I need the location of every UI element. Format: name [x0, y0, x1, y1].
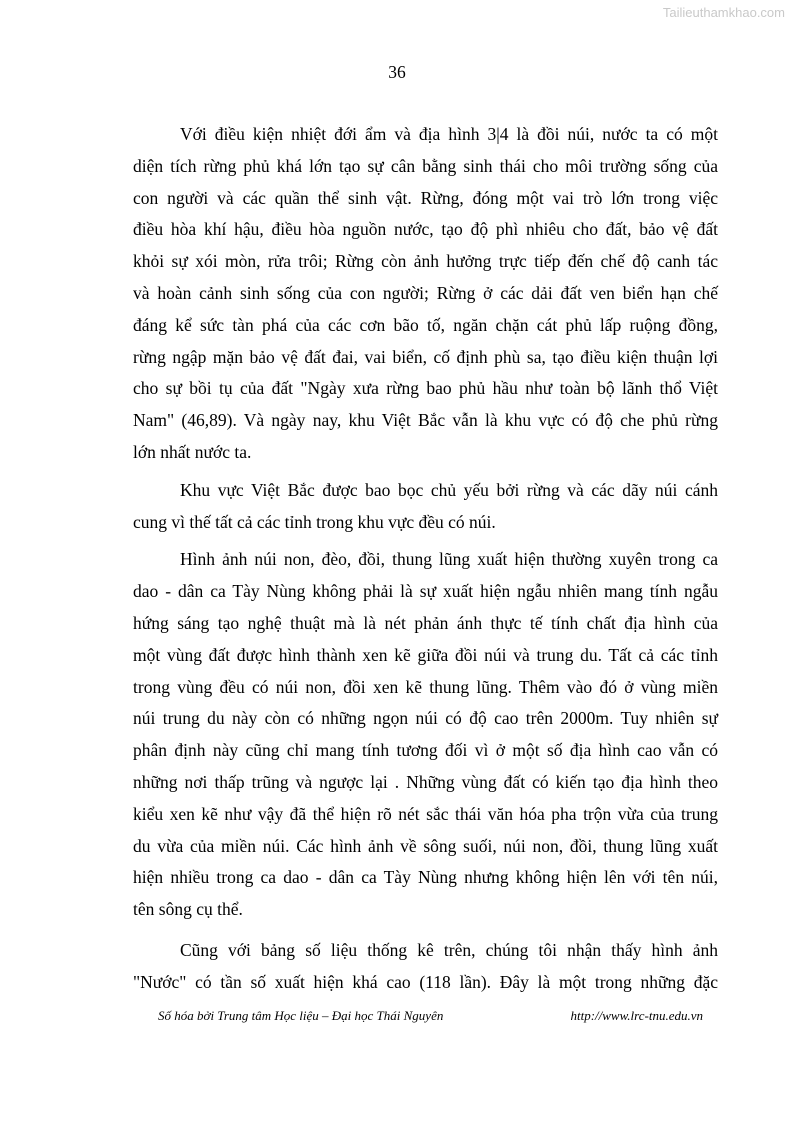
- watermark: Tailieuthamkhao.com: [662, 5, 785, 20]
- text-line: khỏi sự xói mòn, rửa trôi; Rừng còn ảnh hưởng trực tiếp đến chế độ canh tác: [133, 251, 718, 272]
- text-line: điều hòa khí hậu, điều hòa nguồn nước, tạo độ phì nhiêu cho đất, bảo vệ đất: [133, 219, 718, 240]
- text-line: dao - dân ca Tày Nùng không phải là sự xuất hiện ngẫu nhiên mang tính ngẫu: [133, 581, 718, 602]
- text-line: du vừa của miền núi. Các hình ảnh về sông suối, núi non, đồi, thung lũng xuất: [133, 835, 718, 856]
- text-line: Với điều kiện nhiệt đới ẩm và địa hình 3|4 là đồi núi, nước ta có một: [180, 124, 718, 144]
- footer-url: http://www.lrc-tnu.edu.vn: [570, 1008, 703, 1023]
- text-line: Nam" (46,89). Và ngày nay, khu Việt Bắc vẫn là khu vực có độ che phủ rừng: [133, 410, 718, 431]
- text-line: phân định này cũng chỉ mang tính tương đối vì ở một số địa hình cao vẫn có: [133, 740, 718, 761]
- text-line: cung vì thế tất cả các tỉnh trong khu vực đều có núi.: [133, 511, 496, 532]
- footer: [158, 1008, 703, 1024]
- text-line: núi trung du này còn có những ngọn núi có độ cao trên 2000m. Tuy nhiên sự: [133, 708, 718, 729]
- paragraph: [133, 119, 718, 469]
- text-line: Khu vực Việt Bắc được bao bọc chủ yếu bởi rừng và các dãy núi cánh: [180, 479, 718, 500]
- footer-source: Số hóa bởi Trung tâm Học liệu – Đại học Thái Nguyên: [158, 1008, 444, 1023]
- page-number: 36: [388, 62, 406, 82]
- paragraph: [133, 475, 718, 539]
- document-body: [133, 119, 718, 1005]
- paragraph: [133, 544, 718, 926]
- text-line: Cũng với bảng số liệu thống kê trên, chúng tôi nhận thấy hình ảnh: [180, 939, 718, 960]
- text-line: một vùng đất được hình thành xen kẽ giữa đồi núi và trung du. Tất cả các tỉnh: [133, 644, 718, 665]
- text-line: kiểu xen kẽ như vậy đã thể hiện rõ nét sắc thái văn hóa pha trộn vừa của trung: [133, 803, 718, 824]
- text-line: diện tích rừng phủ khá lớn tạo sự cân bằng sinh thái cho môi trường sống của: [133, 155, 718, 176]
- text-line: rừng ngập mặn bảo vệ đất đai, vai biển, cố định phù sa, tạo điều kiện thuận lợi: [133, 346, 718, 367]
- text-line: cho sự bồi tụ của đất "Ngày xưa rừng bao phủ hầu như toàn bộ lãnh thổ Việt: [133, 378, 718, 399]
- text-line: Hình ảnh núi non, đèo, đồi, thung lũng xuất hiện thường xuyên trong ca: [180, 549, 718, 570]
- text-line: và hoàn cảnh sinh sống của con người; Rừng ở các dải đất ven biển hạn chế: [133, 282, 718, 303]
- paragraph: [133, 935, 718, 999]
- text-line: hiện nhiều trong ca dao - dân ca Tày Nùng nhưng không hiện lên với tên núi,: [133, 867, 718, 888]
- text-line: tên sông cụ thể.: [133, 899, 243, 920]
- text-line: lớn nhất nước ta.: [133, 441, 252, 462]
- text-line: con người và các quần thể sinh vật. Rừng, đóng một vai trò lớn trong việc: [133, 187, 718, 208]
- text-line: hứng sáng tạo nghệ thuật mà là nét phản ánh thực tế tính chất địa hình của: [133, 612, 718, 633]
- text-line: những nơi thấp trũng và ngược lại . Những vùng đất có kiến tạo địa hình theo: [133, 771, 718, 792]
- text-line: trong vùng đều có núi non, đồi xen kẽ thung lũng. Thêm vào đó ở vùng miền: [133, 676, 718, 697]
- text-line: đáng kể sức tàn phá của các cơn bão tố, ngăn chặn cát phủ lấp ruộng đồng,: [133, 314, 718, 335]
- text-line: "Nước" có tần số xuất hiện khá cao (118 lần). Đây là một trong những đặc: [133, 971, 718, 992]
